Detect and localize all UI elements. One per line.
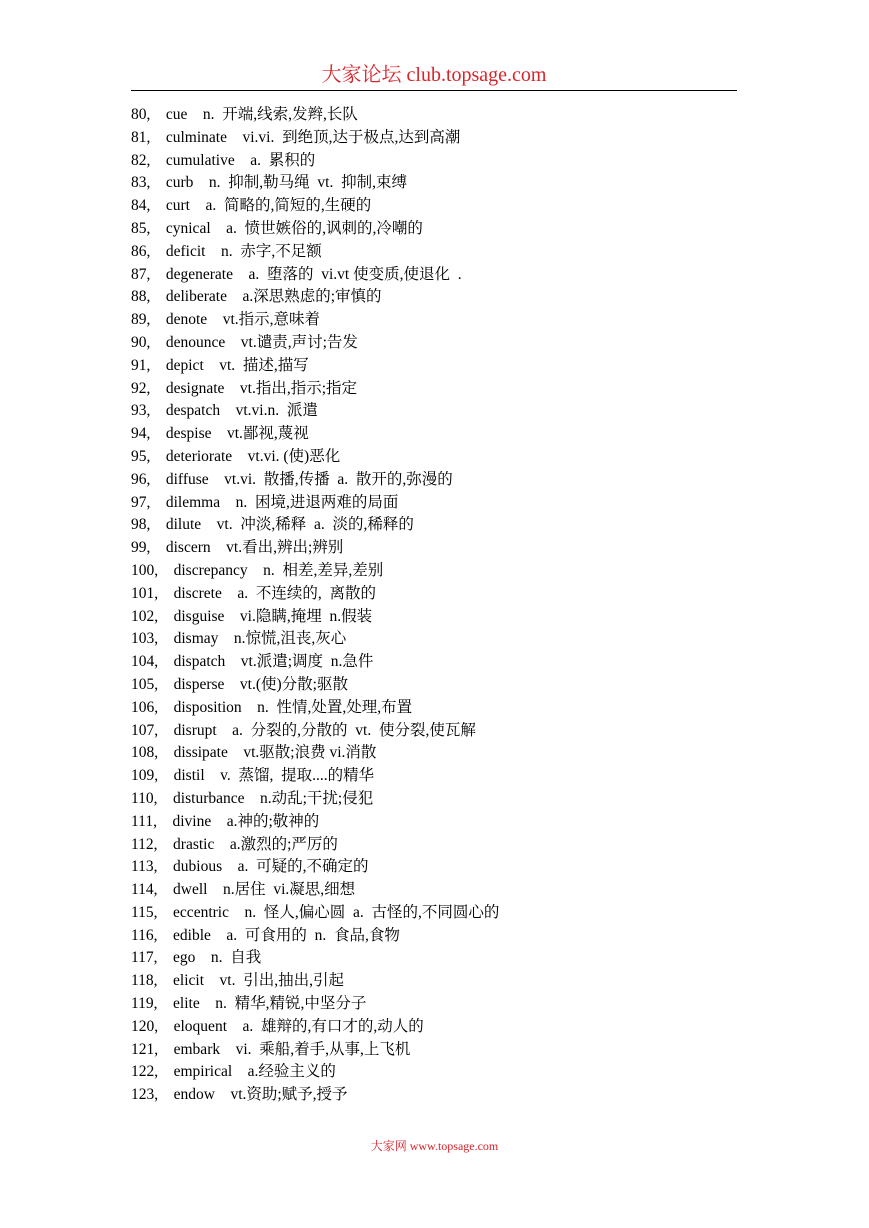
page-header-title: 大家论坛 club.topsage.com — [321, 64, 547, 86]
vocab-entry: 91, depict vt. 描述,描写 — [131, 356, 309, 374]
vocab-entry: 95, deteriorate vt.vi. (使)恶化 — [131, 447, 341, 465]
vocab-entry: 93, despatch vt.vi.n. 派遣 — [131, 402, 318, 420]
vocab-entry: 115, eccentric n. 怪人,偏心圆 a. 古怪的,不同圆心的 — [131, 903, 500, 921]
vocab-entry: 120, eloquent a. 雄辩的,有口才的,动人的 — [131, 1017, 424, 1035]
vocab-entry: 102, disguise vi.隐瞒,掩埋 n.假装 — [131, 607, 373, 625]
vocab-entry: 109, distil v. 蒸馏, 提取....的精华 — [131, 767, 375, 785]
vocab-entry: 119, elite n. 精华,精锐,中坚分子 — [131, 995, 367, 1013]
vocab-entry: 92, designate vt.指出,指示;指定 — [131, 379, 358, 397]
header-divider — [131, 90, 737, 91]
vocab-entry: 83, curb n. 抑制,勒马绳 vt. 抑制,束缚 — [131, 174, 407, 192]
vocab-entry: 116, edible a. 可食用的 n. 食品,食物 — [131, 926, 400, 944]
vocab-entry: 112, drastic a.激烈的;严厉的 — [131, 835, 338, 853]
vocab-entry: 101, discrete a. 不连续的, 离散的 — [131, 584, 376, 602]
vocab-entry: 114, dwell n.居住 vi.凝思,细想 — [131, 881, 356, 899]
vocab-entry: 123, endow vt.资助;赋予,授予 — [131, 1086, 348, 1104]
vocab-entry: 86, deficit n. 赤字,不足额 — [131, 242, 322, 260]
vocab-entry: 108, dissipate vt.驱散;浪费 vi.消散 — [131, 744, 377, 762]
vocab-entry: 82, cumulative a. 累积的 — [131, 151, 316, 169]
vocab-entry: 87, degenerate a. 堕落的 vi.vt 使变质,使退化 . — [131, 265, 462, 283]
vocab-entry: 103, dismay n.惊慌,沮丧,灰心 — [131, 630, 347, 648]
page-footer: 大家网 www.topsage.com — [370, 1139, 499, 1153]
vocab-entry: 88, deliberate a.深思熟虑的;审慎的 — [131, 288, 382, 306]
vocab-entry: 81, culminate vi.vi. 到绝顶,达于极点,达到高潮 — [131, 128, 461, 146]
vocab-entry: 113, dubious a. 可疑的,不确定的 — [131, 858, 369, 876]
vocab-entry: 100, discrepancy n. 相差,差异,差别 — [131, 561, 384, 579]
vocab-entry: 107, disrupt a. 分裂的,分散的 vt. 使分裂,使瓦解 — [131, 721, 476, 739]
vocab-entry: 110, disturbance n.动乱;干扰;侵犯 — [131, 789, 374, 807]
vocab-entry: 104, dispatch vt.派遣;调度 n.急件 — [131, 653, 374, 671]
vocab-entry: 111, divine a.神的;敬神的 — [131, 812, 320, 830]
vocab-entry: 90, denounce vt.谴责,声讨;告发 — [131, 333, 358, 351]
vocab-entry: 85, cynical a. 愤世嫉俗的,讽刺的,冷嘲的 — [131, 219, 423, 237]
vocab-entry: 105, disperse vt.(使)分散;驱散 — [131, 675, 348, 693]
vocab-entry: 118, elicit vt. 引出,抽出,引起 — [131, 972, 344, 990]
vocab-entry: 97, dilemma n. 困境,进退两难的局面 — [131, 493, 399, 511]
vocab-entry: 84, curt a. 简略的,简短的,生硬的 — [131, 197, 372, 215]
vocab-entry: 98, dilute vt. 冲淡,稀释 a. 淡的,稀释的 — [131, 516, 414, 534]
vocab-entry: 94, despise vt.鄙视,蔑视 — [131, 425, 309, 443]
vocab-entry: 96, diffuse vt.vi. 散播,传播 a. 散开的,弥漫的 — [131, 470, 453, 488]
vocab-entry: 122, empirical a.经验主义的 — [131, 1063, 336, 1081]
vocab-entry: 106, disposition n. 性情,处置,处理,布置 — [131, 698, 413, 716]
vocab-entry: 80, cue n. 开端,线索,发辫,长队 — [131, 106, 358, 123]
vocab-entry: 121, embark vi. 乘船,着手,从事,上飞机 — [131, 1040, 411, 1058]
vocab-entry: 99, discern vt.看出,辨出;辨别 — [131, 539, 344, 557]
vocab-entry: 89, denote vt.指示,意味着 — [131, 311, 320, 329]
vocabulary-list — [131, 104, 751, 1107]
vocab-entry: 117, ego n. 自我 — [131, 949, 262, 967]
